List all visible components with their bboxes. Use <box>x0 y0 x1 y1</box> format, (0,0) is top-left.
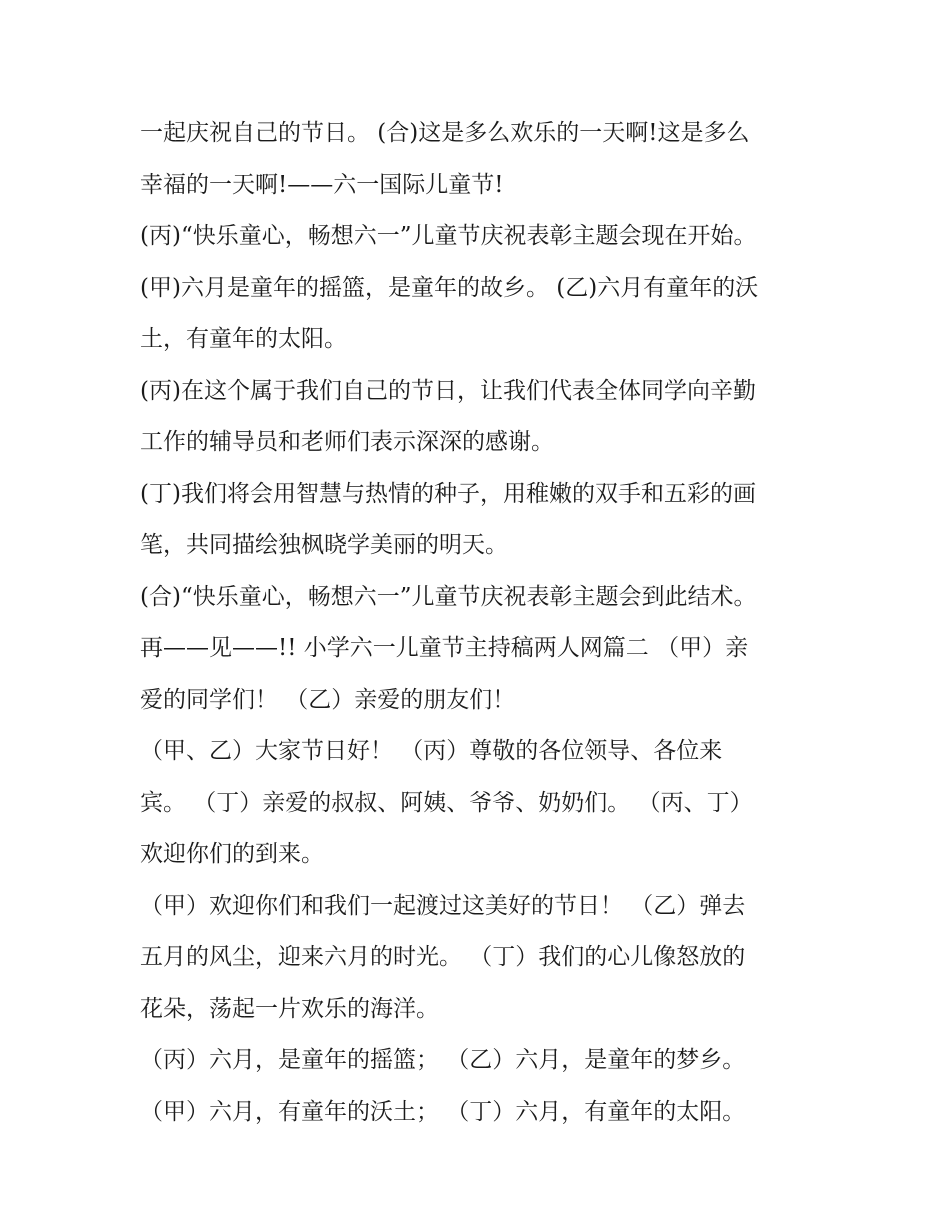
text-line: （甲）六月，有童年的沃土； （丁）六月，有童年的太阳。 <box>140 1098 746 1125</box>
text-line: (合)“快乐童心，畅想六一”儿童节庆祝表彰主题会到此结术。 <box>140 583 757 610</box>
text-line: 工作的辅导员和老师们表示深深的感谢。 <box>140 429 554 455</box>
text-line: （丙）六月，是童年的摇篮； （乙）六月，是童年的梦乡。 <box>140 1047 746 1073</box>
text-line: 笔，共同描绘独枫晓学美丽的明天。 <box>140 532 508 558</box>
text-line: (丁)我们将会用智慧与热情的种子，用稚嫩的双手和五彩的画 <box>140 480 756 507</box>
text-line: 花朵，荡起一片欢乐的海洋。 <box>140 995 439 1022</box>
text-line: (丙)在这个属于我们自己的节日，让我们代表全体同学向辛勤 <box>140 377 756 404</box>
text-line: 宾。 （丁）亲爱的叔叔、阿姨、爷爷、奶奶们。 （丙、丁） <box>140 789 753 816</box>
text-line: 幸福的一天啊!——六一国际儿童节! <box>140 171 504 198</box>
text-line: （甲）欢迎你们和我们一起渡过这美好的节日！ （乙）弹去 <box>140 892 746 919</box>
document-body <box>140 108 820 1138</box>
text-line: (丙)“快乐童心，畅想六一”儿童节庆祝表彰主题会现在开始。 <box>140 223 757 249</box>
text-line: 五月的风尘，迎来六月的时光。 （丁）我们的心儿像怒放的 <box>140 944 746 970</box>
text-line: 一起庆祝自己的节日。 (合)这是多么欢乐的一天啊!这是多么 <box>140 120 750 146</box>
text-line: (甲)六月是童年的摇篮，是童年的故乡。 (乙)六月有童年的沃 <box>140 274 759 301</box>
text-line: 土，有童年的太阳。 <box>140 326 347 352</box>
text-line: 爱的同学们！ （乙）亲爱的朋友们！ <box>140 686 516 713</box>
text-line: 欢迎你们的到来。 <box>140 841 324 867</box>
text-line: 再——见——!! 小学六一儿童节主持稿两人网篇二 （甲）亲 <box>140 635 749 661</box>
text-line: （甲、乙）大家节日好！ （丙）尊敬的各位领导、各位来 <box>140 738 723 764</box>
